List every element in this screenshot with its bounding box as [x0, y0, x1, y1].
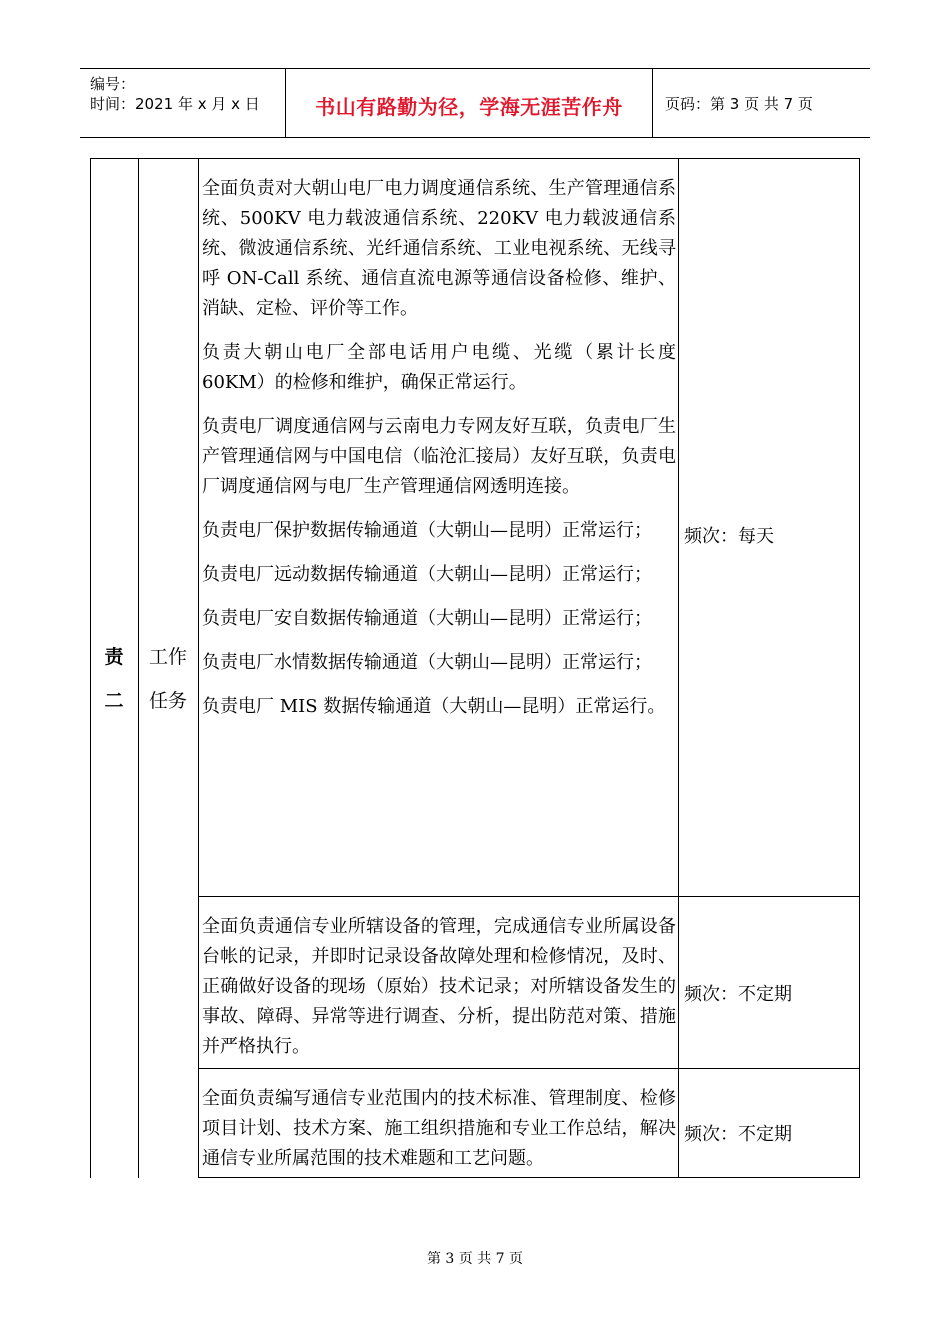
category-label-line2: 任务	[148, 690, 187, 712]
row3-paragraph-1: 全面负责编写通信专业范围内的技术标准、管理制度、检修项目计划、技术方案、施工组织措施和专业工作总结，解决通信专业所属范围的技术难题和工艺问题。	[202, 1088, 676, 1169]
row1-paragraph-4: 负责电厂保护数据传输通道（大朝山—昆明）正常运行；	[202, 520, 652, 541]
page-footer: 第 3 页 共 7 页	[426, 1251, 524, 1267]
table-col3-divider	[678, 158, 679, 1178]
row2-frequency: 频次：不定期	[684, 984, 792, 1005]
document-header	[80, 68, 870, 138]
row1-content	[202, 174, 676, 722]
row1-paragraph-2: 负责大朝山电厂全部电话用户电缆、光缆（累计长度 60KM）的检修和维护，确保正常运行。	[202, 342, 676, 393]
responsibility-table	[90, 158, 860, 1178]
table-row-divider-1	[198, 896, 860, 897]
row1-paragraph-1: 全面负责对大朝山电厂电力调度通信系统、生产管理通信系统、500KV 电力载波通信系统、220KV 电力载波通信系统、微波通信系统、光纤通信系统、工业电视系统、无线寻呼 ON-Call 系统、通信直流电源等通信设备检修、维护、消缺、定检、评价等工作。	[202, 178, 676, 319]
header-motto: 书山有路勤为径，学海无涯苦作舟	[315, 95, 623, 119]
table-col2-divider	[198, 158, 199, 1178]
row1-paragraph-8: 负责电厂 MIS 数据传输通道（大朝山—昆明）正常运行。	[202, 696, 666, 717]
row2-content	[202, 912, 676, 1062]
row1-paragraph-6: 负责电厂安自数据传输通道（大朝山—昆明）正常运行；	[202, 608, 652, 629]
header-page-cell	[653, 69, 870, 137]
row3-frequency: 频次：不定期	[684, 1124, 792, 1145]
category-label-line1: 工作	[148, 646, 187, 668]
row1-paragraph-7: 负责电厂水情数据传输通道（大朝山—昆明）正常运行；	[202, 652, 652, 673]
row3-content	[202, 1084, 676, 1174]
section-label-line1: 责	[104, 646, 124, 668]
row1-paragraph-5: 负责电厂远动数据传输通道（大朝山—昆明）正常运行；	[202, 564, 652, 585]
table-right-border	[859, 158, 860, 1178]
header-meta-cell	[80, 69, 285, 137]
table-top-border	[90, 158, 860, 159]
header-motto-cell	[285, 69, 653, 137]
row1-paragraph-3: 负责电厂调度通信网与云南电力专网友好互联，负责电厂生产管理通信网与中国电信（临沧汇接局）友好互联，负责电厂调度通信网与电厂生产管理通信网透明连接。	[202, 416, 676, 497]
document-number-label: 编号：	[90, 75, 136, 93]
row1-frequency: 频次：每天	[684, 526, 774, 547]
table-row-bottom	[198, 1177, 860, 1178]
table-row-divider-2	[198, 1068, 860, 1069]
row2-paragraph-1: 全面负责通信专业所辖设备的管理，完成通信专业所属设备台帐的记录，并即时记录设备故障处理和检修情况，及时、正确做好设备的现场（原始）技术记录；对所辖设备发生的事故、障碍、异常等进行调查、分析，提出防范对策、措施并严格执行。	[202, 916, 676, 1057]
section-label-line2: 二	[104, 690, 124, 712]
document-time-label: 时间：2021 年 x 月 x 日	[90, 95, 260, 113]
header-page-number: 页码：第 3 页 共 7 页	[665, 95, 813, 113]
